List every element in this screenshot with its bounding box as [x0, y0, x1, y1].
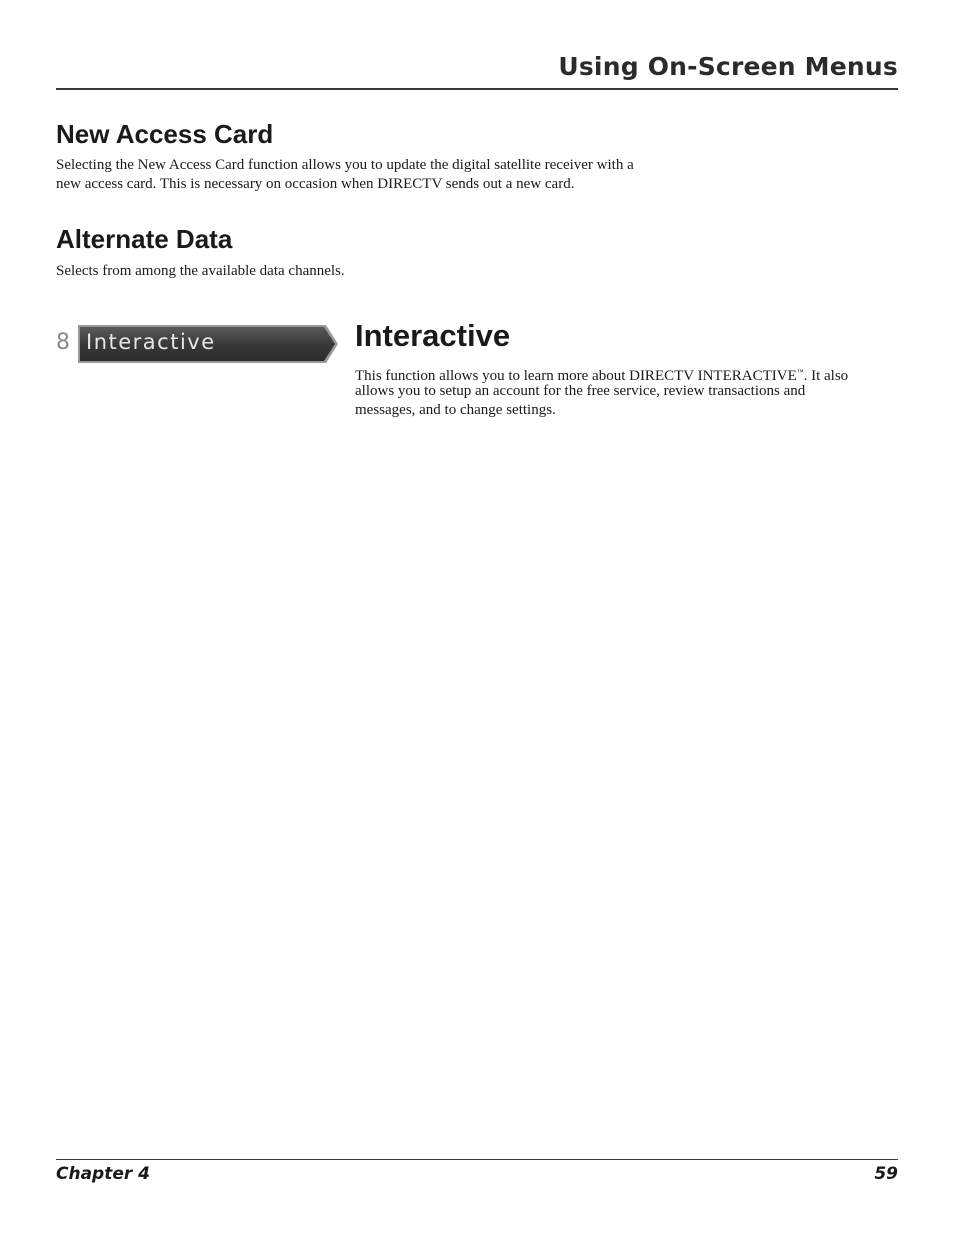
trademark-symbol: ™ — [796, 368, 804, 376]
interactive-line-3: messages, and to change settings. — [355, 402, 556, 418]
footer-rule — [56, 1159, 898, 1160]
footer-page-number: 59 — [874, 1164, 898, 1184]
new-access-card-heading: New Access Card — [56, 119, 274, 149]
menu-item-label: Interactive — [86, 330, 216, 354]
alternate-data-body: Selects from among the available data channels. — [56, 263, 345, 279]
new-access-card-line-1: Selecting the New Access Card function allows you to update the digital satellite receiver with a — [56, 157, 634, 173]
interactive-line-1-text: This function allows you to learn more about DIRECTV INTERACTIVE — [355, 368, 797, 384]
interactive-line-1-tail: . It also — [803, 368, 849, 384]
menu-item-number: 8 — [56, 330, 70, 355]
running-header-title: Using On-Screen Menus — [558, 52, 898, 81]
new-access-card-line-2: new access card. This is necessary on occasion when DIRECTV sends out a new card. — [56, 176, 575, 192]
header-rule — [56, 88, 898, 90]
interactive-line-2: allows you to setup an account for the free service, review transactions and — [355, 383, 806, 399]
alternate-data-heading: Alternate Data — [56, 224, 233, 254]
footer-chapter: Chapter 4 — [56, 1164, 151, 1184]
interactive-heading: Interactive — [355, 318, 511, 353]
